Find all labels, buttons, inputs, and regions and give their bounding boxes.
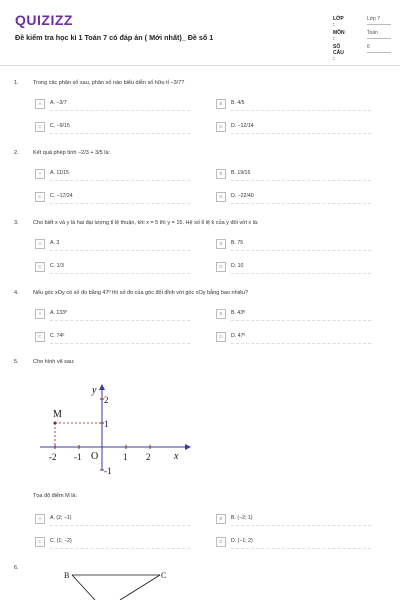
origin-label: O bbox=[91, 451, 99, 462]
divider bbox=[50, 133, 190, 134]
divider bbox=[50, 548, 190, 549]
question-text: Trong các phân số sau, phân số nào biểu diễn số hữu tỉ −3/7? bbox=[33, 80, 185, 86]
x-tick-label: 2 bbox=[146, 452, 151, 462]
divider bbox=[367, 52, 391, 53]
y-ticks bbox=[100, 399, 104, 470]
option-text: C. 1/3 bbox=[50, 263, 64, 269]
x-tick-label: 1 bbox=[123, 452, 128, 462]
question-text: Kết quả phép tính −2/3 + 3/5 là: bbox=[33, 150, 111, 156]
option-text: D. −12/14 bbox=[231, 123, 254, 129]
option-letter-box: D bbox=[216, 122, 226, 132]
option-letter-box: B bbox=[216, 169, 226, 179]
divider bbox=[367, 38, 391, 39]
vertex-c-label: C bbox=[161, 571, 167, 580]
option-letter-box: A bbox=[35, 239, 45, 249]
option-text: C. (1; −2) bbox=[50, 538, 72, 544]
divider bbox=[231, 548, 371, 549]
option-text: D. (−1; 2) bbox=[231, 538, 253, 544]
info-value: Lớp 7 bbox=[367, 16, 381, 22]
y-tick-label: 2 bbox=[104, 395, 109, 405]
option-text: B. (−2; 1) bbox=[231, 515, 253, 521]
x-tick-label: -1 bbox=[74, 452, 82, 462]
divider bbox=[50, 203, 190, 204]
option-text: A. 133º bbox=[50, 310, 67, 316]
option-letter-box: D bbox=[216, 537, 226, 547]
divider bbox=[231, 250, 371, 251]
x-tick-label: -2 bbox=[49, 452, 57, 462]
option-letter-box: C bbox=[35, 192, 45, 202]
option-letter-box: B bbox=[216, 514, 226, 524]
option-text: D. 10 bbox=[231, 263, 244, 269]
option-letter-box: B bbox=[216, 309, 226, 319]
divider bbox=[50, 180, 190, 181]
question-number: 3. bbox=[14, 220, 19, 226]
info-value: Toán bbox=[367, 30, 378, 36]
option-letter-box: A bbox=[35, 99, 45, 109]
question-number: 6. bbox=[14, 565, 19, 571]
y-tick-label: 1 bbox=[104, 419, 109, 429]
divider bbox=[50, 343, 190, 344]
option-text: C. −17/24 bbox=[50, 193, 73, 199]
quizizz-logo: QUIZIZZ bbox=[15, 12, 73, 28]
segment-c-down bbox=[120, 575, 160, 600]
question-text: Cho biết x và y là hai đại lượng tỉ lệ thuận, khi x = 5 thì y = 15. Hệ số tỉ lệ k của y đối với x là: bbox=[33, 220, 259, 226]
question-number: 4. bbox=[14, 290, 19, 296]
option-text: B. 43º bbox=[231, 310, 246, 316]
option-text: B. 4/5 bbox=[231, 100, 245, 106]
option-text: D. −22/40 bbox=[231, 193, 254, 199]
y-axis-label: y bbox=[92, 385, 97, 396]
divider bbox=[50, 273, 190, 274]
x-ticks bbox=[55, 445, 150, 449]
divider bbox=[231, 320, 371, 321]
point-m-label: M bbox=[53, 409, 62, 420]
document-title: Đề kiểm tra học kì 1 Toán 7 có đáp án ( Mới nhất)_ Đề số 1 bbox=[15, 33, 214, 42]
divider bbox=[231, 525, 371, 526]
option-text: B. 19/15 bbox=[231, 170, 251, 176]
point-m bbox=[54, 422, 57, 425]
option-letter-box: C bbox=[35, 332, 45, 342]
y-tick-label: -1 bbox=[104, 466, 112, 476]
question-number: 2. bbox=[14, 150, 19, 156]
option-text: A. 11/15 bbox=[50, 170, 69, 176]
info-label: LỚP : bbox=[333, 16, 344, 28]
info-label: SỐ CÂU : bbox=[333, 44, 344, 62]
option-text: C. −9/15 bbox=[50, 123, 70, 129]
option-text: A. (2; −1) bbox=[50, 515, 72, 521]
option-text: A. −3/7 bbox=[50, 100, 67, 106]
vertex-b-label: B bbox=[64, 571, 70, 580]
divider bbox=[50, 250, 190, 251]
option-letter-box: A bbox=[35, 169, 45, 179]
divider bbox=[50, 525, 190, 526]
option-letter-box: A bbox=[35, 309, 45, 319]
divider bbox=[50, 320, 190, 321]
info-label: MÔN : bbox=[333, 30, 345, 42]
divider bbox=[231, 110, 371, 111]
divider bbox=[231, 203, 371, 204]
option-text: A. 3 bbox=[50, 240, 60, 246]
option-letter-box: C bbox=[35, 122, 45, 132]
option-letter-box: B bbox=[216, 99, 226, 109]
question-text: Nếu góc xOy có số đo bằng 47º thì số đo của góc đối đỉnh với góc xOy bằng bao nhiêu? bbox=[33, 290, 249, 296]
option-letter-box: D bbox=[216, 332, 226, 342]
option-letter-box: C bbox=[35, 537, 45, 547]
divider bbox=[50, 110, 190, 111]
info-value: 6 bbox=[367, 44, 370, 50]
option-text: B. 75 bbox=[231, 240, 244, 246]
segment-b-down bbox=[72, 575, 95, 600]
option-letter-box: D bbox=[216, 192, 226, 202]
divider bbox=[231, 343, 371, 344]
divider bbox=[367, 24, 391, 25]
divider bbox=[231, 133, 371, 134]
option-letter-box: C bbox=[35, 262, 45, 272]
option-letter-box: D bbox=[216, 262, 226, 272]
x-axis-label: x bbox=[174, 451, 179, 462]
option-letter-box: A bbox=[35, 514, 45, 524]
question-subtext: Tọa độ điểm M là: bbox=[33, 493, 78, 499]
option-text: D. 47º bbox=[231, 333, 246, 339]
option-letter-box: B bbox=[216, 239, 226, 249]
option-text: C. 74º bbox=[50, 333, 65, 339]
question-number: 5. bbox=[14, 359, 19, 365]
question-number: 1. bbox=[14, 80, 19, 86]
header-divider bbox=[0, 65, 400, 66]
divider bbox=[231, 180, 371, 181]
question-text: Cho hình vẽ sau: bbox=[33, 359, 75, 365]
divider bbox=[231, 273, 371, 274]
